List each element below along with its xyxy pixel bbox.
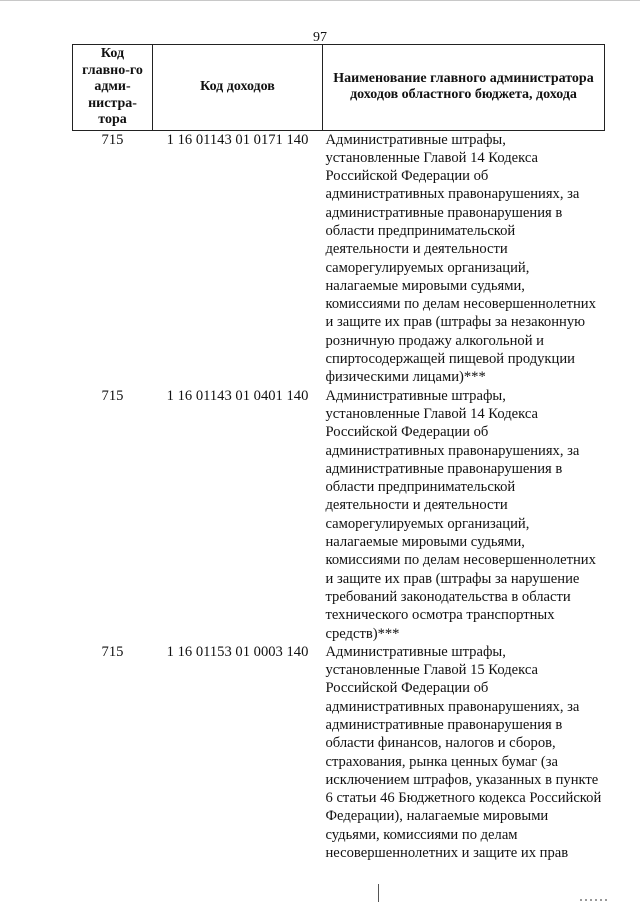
header-name: Наименование главного администратора доходов областного бюджета, дохода [323,45,605,131]
income-code-cell: 1 16 01143 01 0171 140 [166,131,309,148]
income-name-cell: Административные штрафы, установленные Главой 15 Кодекса Российской Федерации об административных правонарушениях, за административные правонарушения в области финансов, налогов и сборов, страхования, рынка ценных бумаг (за исключением штрафов, указанных в пункте 6 статьи 46 Бюджетного кодекса Российской Федерации), налагаемые мировыми судьями, комиссиями по делам несовершеннолетних и защите их прав [325,643,602,862]
header-income-code: Код доходов [153,45,323,131]
header-admin-code: Код главно-го адми-нистра-тора [73,45,153,131]
header-row [73,45,605,131]
table-header [73,45,605,131]
table-body [73,130,605,862]
admin-code-cell: 715 [101,131,124,148]
income-name-cell: Административные штрафы, установленные Главой 14 Кодекса Российской Федерации об административных правонарушениях, за административные правонарушения в области предпринимательской деятельности и деятельности саморегулируемых организаций, налагаемые мировыми судьями, комиссиями по делам несовершеннолетних и защите их прав (штрафы за нарушение требований законодательства в области технического осмотра транспортных средств)*** [325,387,596,642]
scan-edge [0,0,640,1]
scan-mark [378,884,379,902]
income-code-cell: 1 16 01153 01 0003 140 [166,643,309,660]
table-row [73,387,605,643]
admin-code-cell: 715 [101,643,124,660]
scan-noise [580,899,610,901]
table-row [73,643,605,863]
table-row [73,130,605,387]
income-code-cell: 1 16 01143 01 0401 140 [166,387,309,404]
admin-code-cell: 715 [101,387,124,404]
income-name-cell: Административные штрафы, установленные Главой 14 Кодекса Российской Федерации об административных правонарушениях, за административные правонарушения в области предпринимательской деятельности и деятельности саморегулируемых организаций, налагаемые мировыми судьями, комиссиями по делам несовершеннолетних и защите их прав (штрафы за незаконную розничную продажу алкогольной и спиртосодержащей пищевой продукции физическими лицами)*** [325,131,596,386]
revenue-codes-table [72,44,605,862]
page-number: 97 [313,30,327,45]
